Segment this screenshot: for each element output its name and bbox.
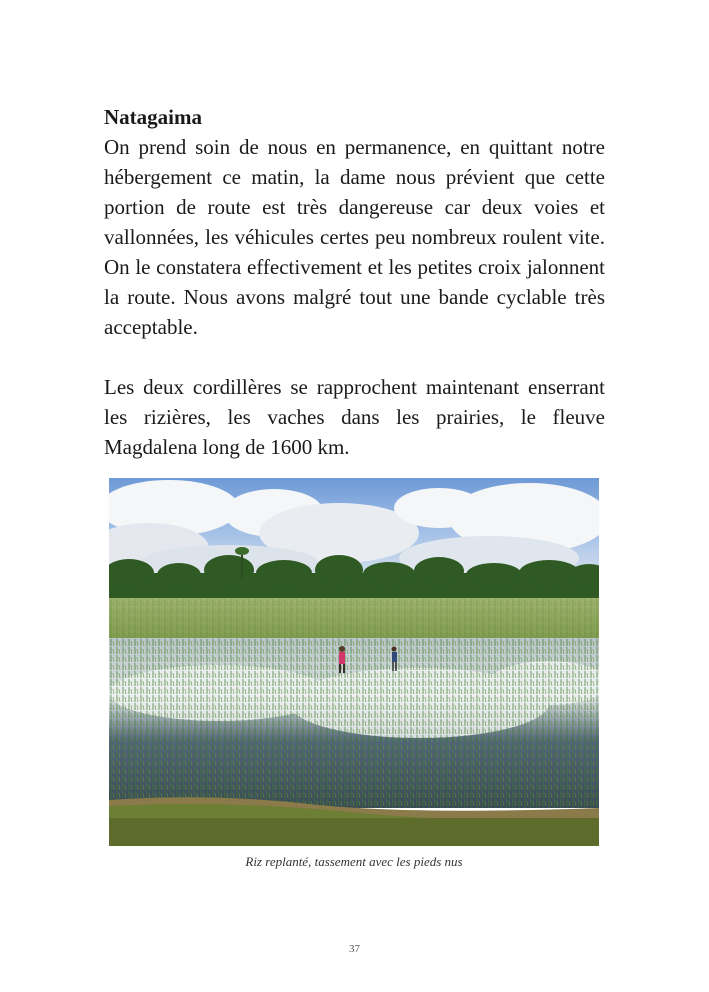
body-paragraph: On prend soin de nous en permanence, en quittant notre hébergement ce matin, la dame nous prévient que cette portion de route est très dangereuse car deux voies et vallonnées, les véhicules certes peu nombreux roulent vite. On le constatera effectivement et les petites croix jalonnent la route. Nous avons malgré tout une bande cyclable très acceptable.	[104, 135, 605, 339]
page-number: 37	[349, 943, 360, 955]
rice-paddy-photo	[109, 478, 599, 846]
section-heading: Natagaima	[104, 105, 202, 129]
photo-caption: Riz replanté, tassement avec les pieds nus	[245, 854, 463, 869]
body-paragraph: Les deux cordillères se rapprochent maintenant enserrant les rizières, les vaches dans les prairies, le fleuve Magdalena long de 1600 km.	[104, 375, 605, 459]
